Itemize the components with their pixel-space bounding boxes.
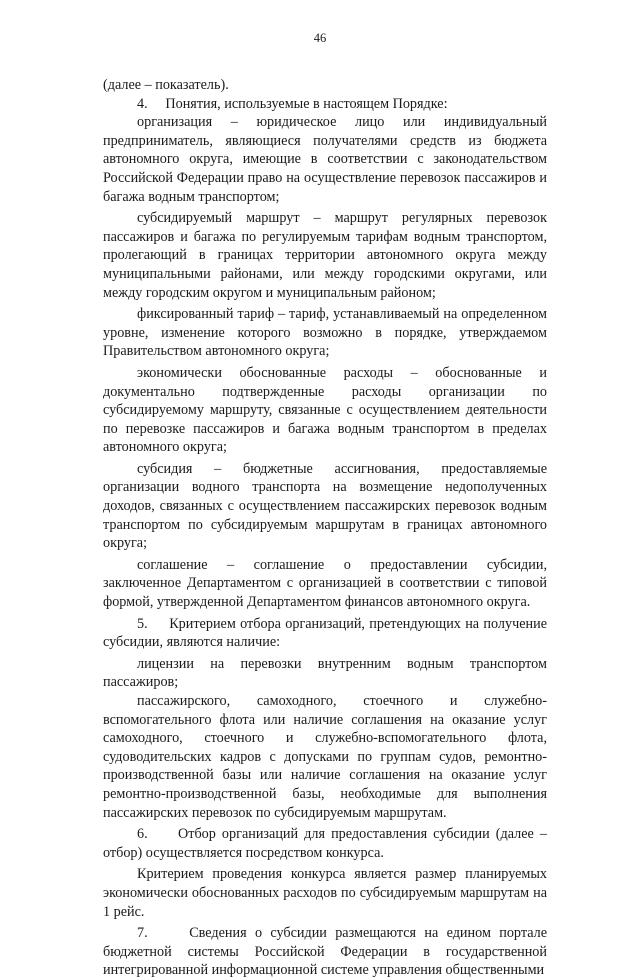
paragraph: (далее – показатель). (103, 77, 229, 93)
paragraph: 4. Понятия, используемые в настоящем Порядке: (137, 95, 448, 112)
paragraph: 5. Критерием отбора организаций, претендующих на получение субсидии, являются наличие: (103, 615, 547, 651)
paragraph: Критерием проведения конкурса является размер планируемых экономически обоснованных расходов по субсидируемым маршрутам на 1 рейс. (103, 866, 547, 920)
paragraph: лицензии на перевозки внутренним водным транспортом пассажиров; (103, 655, 547, 691)
paragraph: фиксированный тариф – тариф, устанавливаемый на определенном уровне, изменение которого возможно в порядке, утверждаемом Правительством автономного округа; (103, 306, 547, 360)
paragraph: пассажирского, самоходного, стоечного и служебно-вспомогательного флота или наличие соглашения на оказание услуг самоходного, стоечного и служебно-вспомогательного флота, судоводительских кадров с допусками по группам судов, ремонтно-производственной базы или наличие соглашения на оказание услуг ремонтно-производственной базы, необходимые для выполнения пассажирских перевозок по субсидируемым маршрутам. (103, 693, 547, 821)
paragraph: 6. Отбор организаций для предоставления субсидии (далее – отбор) осуществляется посредством конкурса. (103, 826, 547, 861)
page-number: 46 (313, 31, 327, 45)
paragraph: соглашение – соглашение о предоставлении субсидии, заключенное Департаментом с организацией в соответствии с типовой формой, утвержденной Департаментом финансов автономного округа. (103, 556, 547, 611)
paragraph: субсидия – бюджетные ассигнования, предоставляемые организации водного транспорта на возмещение недополученных доходов, связанных с осуществлением пассажирских перевозок водным транспортом по субсидируемым маршрутам в границах автономного округа; (103, 460, 547, 552)
paragraph: 7. Сведения о субсидии размещаются на едином портале бюджетной системы Российской Федерации в государственной интегрированной информационной системе управления общественными (103, 925, 547, 979)
paragraph: субсидируемый маршрут – маршрут регулярных перевозок пассажиров и багажа по регулируемым тарифам водным транспортом, пролегающий в границах территории автономного округа между муниципальными районами, или между городскими округами, или между городским округом и муниципальным районом; (103, 210, 547, 301)
paragraph: экономически обоснованные расходы – обоснованные и документально подтвержденные расходы организации по субсидируемому маршруту, связанные с осуществлением деятельности по перевозке пассажиров и багажа водным транспортом в пределах автономного округа; (103, 364, 547, 456)
paragraph: организация – юридическое лицо или индивидуальный предприниматель, являющиеся получателями средств из бюджета автономного округа, имеющие в соответствии с законодательством Российской Федерации право на осуществление перевозок пассажиров и багажа водным транспортом; (103, 114, 547, 205)
document-body (103, 76, 547, 980)
